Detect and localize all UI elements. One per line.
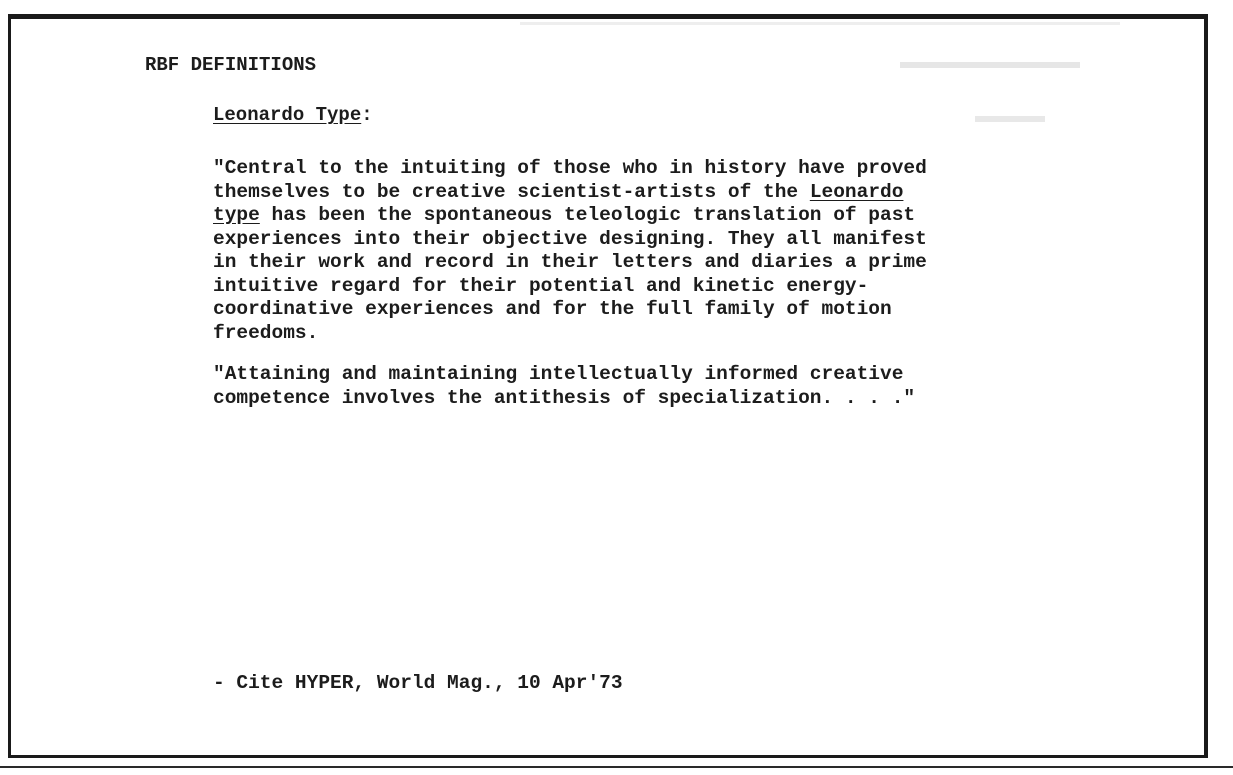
show-through-mark — [520, 22, 1120, 25]
term-heading — [213, 104, 373, 126]
quote-text: has been the spontaneous teleologic translation of past — [259, 204, 916, 226]
underlined-term: Leonardo — [809, 180, 904, 203]
show-through-mark — [900, 62, 1080, 68]
quote-line: intuitive regard for their potential and kinetic energy- — [213, 274, 869, 297]
quote-line: competence involves the antithesis of specialization. . . ." — [213, 386, 916, 409]
quote-line: coordinative experiences and for the full family of motion — [213, 298, 892, 320]
term-colon: : — [361, 104, 373, 126]
citation: - Cite HYPER, World Mag., 10 Apr'73 — [213, 672, 623, 694]
quote-paragraph-2 — [213, 363, 1113, 410]
quote-paragraph-1 — [213, 157, 1113, 345]
next-card-edge — [0, 766, 1233, 768]
quote-line — [213, 204, 1113, 228]
page-title: RBF DEFINITIONS — [145, 54, 317, 76]
quote-text: themselves to be creative scientist-artists of the — [213, 180, 810, 203]
quote-line: experiences into their objective designing. They all manifest — [213, 227, 927, 250]
quote-line: "Attaining and maintaining intellectually informed creative — [213, 363, 904, 385]
show-through-mark — [975, 116, 1045, 122]
quote-line: freedoms. — [213, 321, 319, 344]
underlined-term: type — [213, 204, 260, 226]
quote-line — [213, 181, 1113, 205]
quote-line: "Central to the intuiting of those who in history have proved — [213, 157, 927, 179]
term-label: Leonardo Type — [213, 104, 362, 126]
quote-line: in their work and record in their letters and diaries a prime — [213, 251, 927, 273]
